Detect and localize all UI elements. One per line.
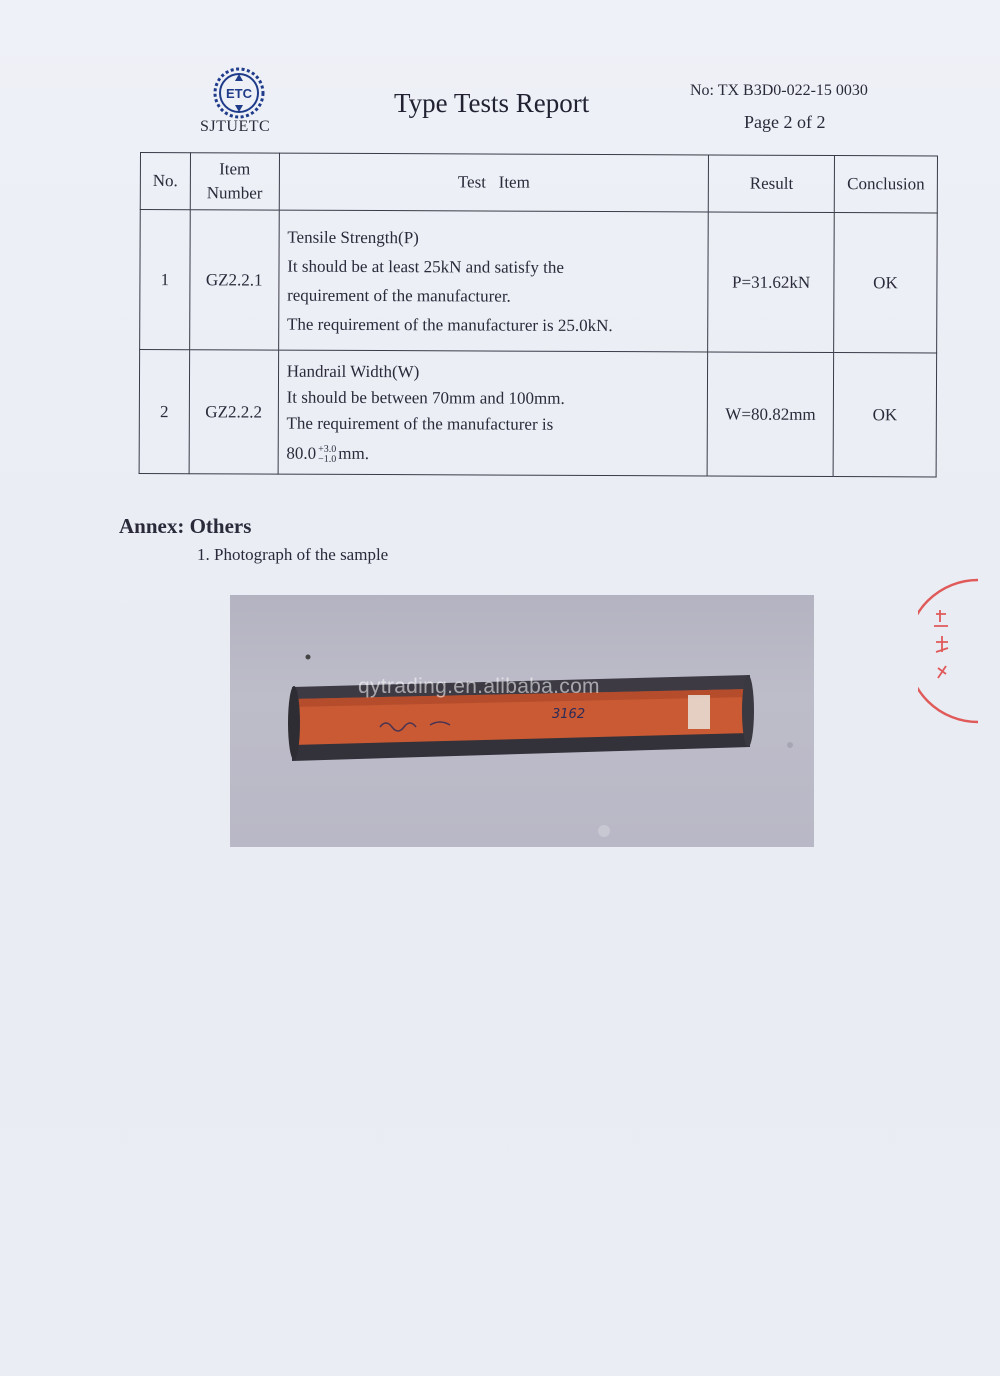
tolerance-upper: +3.0: [318, 443, 337, 455]
logo-text: ETC: [226, 86, 252, 101]
sample-label: 3162: [552, 707, 586, 722]
row-no: 1: [140, 210, 190, 350]
test-results-table: [139, 152, 938, 477]
header-test-item: [279, 153, 709, 212]
tolerance: [318, 444, 336, 464]
report-title: Type Tests Report: [394, 88, 590, 118]
tolerance-lower: −1.0: [318, 453, 337, 465]
row-result: P=31.62kN: [708, 212, 834, 353]
test-item-line-tolerance: [286, 440, 706, 468]
row-item-number: GZ2.2.2: [189, 350, 278, 474]
watermark-text: qytrading.en.alibaba.com: [358, 675, 600, 698]
test-item-line: It should be at least 25kN and satisfy the: [287, 256, 564, 277]
header-no: No.: [140, 153, 190, 210]
row-test-item: [278, 210, 708, 352]
test-item-line: The requirement of the manufacturer is 25.0kN.: [286, 314, 613, 335]
row-test-item: [278, 350, 708, 476]
annex-heading: Annex: Others: [119, 514, 252, 538]
handrail-sample-image: [230, 595, 814, 847]
unit: mm.: [338, 443, 370, 463]
header-result: Result: [708, 155, 834, 213]
nominal-value: 80.0: [286, 443, 317, 463]
annex-item: 1. Photograph of the sample: [197, 545, 389, 564]
test-item-line: The requirement of the manufacturer is: [286, 413, 554, 434]
page-indicator: Page 2 of 2: [744, 112, 826, 132]
row-result: W=80.82mm: [707, 352, 833, 477]
report-number: No: TX B3D0-022-15 0030: [690, 82, 868, 99]
header-conclusion: Conclusion: [834, 156, 937, 213]
table-header-row: [140, 153, 937, 213]
red-seal-stamp-icon: [918, 576, 1000, 726]
table-row: [139, 350, 937, 477]
header-test-item-label: Test Item: [457, 172, 530, 192]
header-item-number: [190, 153, 279, 210]
header-item-number-line2: Number: [206, 183, 263, 203]
sample-photograph: [230, 595, 814, 847]
etc-gear-logo-icon: [212, 66, 266, 120]
table-row: [140, 210, 938, 353]
row-conclusion: OK: [834, 213, 938, 353]
test-item-line: requirement of the manufacturer.: [287, 285, 511, 306]
row-no: 2: [139, 350, 189, 474]
header-item-number-line1: Item: [219, 159, 251, 179]
row-item-number: GZ2.2.1: [190, 210, 279, 350]
organization-name: SJTUETC: [200, 118, 271, 135]
test-item-line: Tensile Strength(P): [287, 227, 419, 247]
row-conclusion: OK: [833, 353, 936, 477]
test-item-line: Handrail Width(W): [286, 361, 420, 381]
test-item-line: It should be between 70mm and 100mm.: [286, 387, 565, 408]
